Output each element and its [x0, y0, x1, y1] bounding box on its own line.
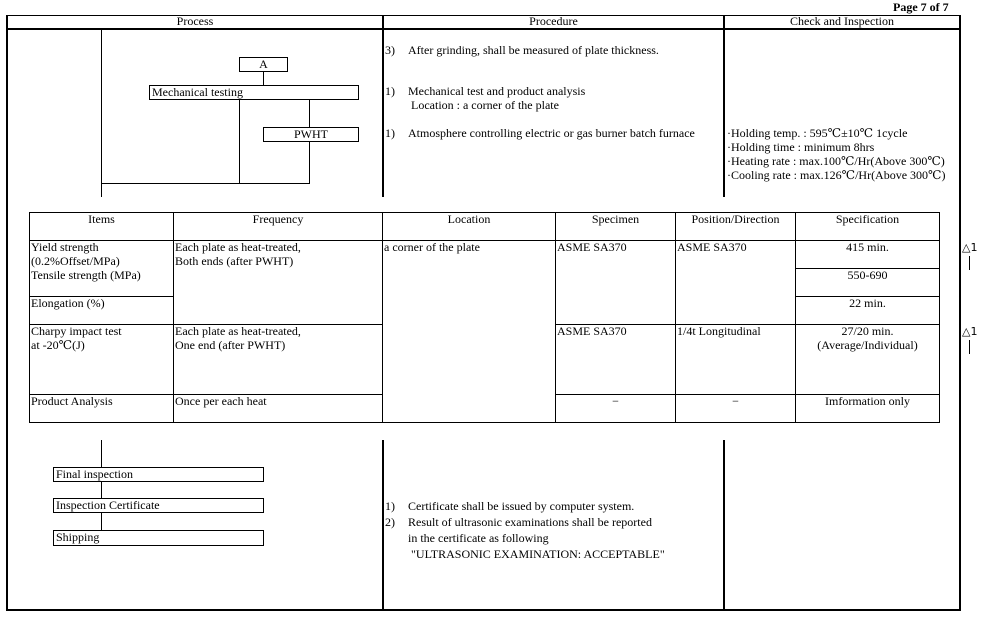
header-process: Process	[176, 14, 214, 28]
flow-main-line-bottom	[101, 440, 102, 467]
item-yield-line2: (0.2%Offset/MPa)	[31, 254, 120, 268]
col-header-location: Location	[447, 212, 491, 226]
item-yield-line1: Yield strength	[31, 240, 99, 254]
revision-bar	[969, 340, 970, 354]
flow-final-inspection: Final inspection	[53, 467, 264, 482]
item-tensile: Tensile strength (MPa)	[31, 268, 141, 282]
proc-top-text-1: After grinding, shall be measured of plate thickness.	[408, 43, 659, 57]
position-tensile: ASME SA370	[677, 240, 747, 254]
revision-triangle-icon: △1	[962, 241, 978, 254]
flow-pwht: PWHT	[263, 127, 359, 142]
col-divider-2-bottom	[723, 440, 725, 610]
flow-shipping: Shipping	[53, 530, 264, 546]
spec-elongation: 22 min.	[849, 296, 886, 310]
spec-tensile: 550-690	[847, 268, 888, 282]
position-product: −	[732, 394, 739, 408]
proc-bottom-num-1: 1)	[385, 499, 395, 513]
check-holding-temp: ·Holding temp. : 595℃±10℃ 1cycle	[727, 126, 908, 140]
flow-link-1	[101, 481, 102, 498]
proc-bottom-text-2b: in the certificate as following	[408, 531, 549, 545]
proc-top-text-2: Mechanical test and product analysis	[408, 84, 586, 98]
location-cell: a corner of the plate	[384, 240, 480, 254]
item-elongation: Elongation (%)	[31, 296, 105, 310]
flow-a-link	[263, 71, 264, 86]
proc-bottom-text-2: Result of ultrasonic examinations shall be reported	[408, 515, 652, 529]
spec-charpy-line1: 27/20 min.	[841, 324, 894, 338]
col-divider-2-top	[723, 15, 725, 197]
freq-tensile-line1: Each plate as heat-treated,	[175, 240, 301, 254]
freq-tensile-line2: Both ends (after PWHT)	[175, 254, 294, 268]
spec-yield: 415 min.	[846, 240, 889, 254]
proc-top-text-3: Atmosphere controlling electric or gas burner batch furnace	[408, 126, 695, 140]
page-number: Page 7 of 7	[893, 0, 949, 14]
position-charpy: 1/4t Longitudinal	[677, 324, 761, 338]
col-divider-1-bottom	[382, 440, 384, 610]
proc-bottom-text-2c: "ULTRASONIC EXAMINATION: ACCEPTABLE"	[411, 547, 665, 561]
freq-charpy-line2: One end (after PWHT)	[175, 338, 286, 352]
flow-loop-bottom	[101, 183, 310, 184]
flow-mech-to-pwht	[309, 99, 310, 127]
col-header-specimen: Specimen	[591, 212, 640, 226]
flow-connector-a: A	[239, 57, 288, 72]
freq-product: Once per each heat	[175, 394, 267, 408]
header-bottom-line	[6, 28, 961, 30]
flow-inspection-certificate: Inspection Certificate	[53, 498, 264, 513]
item-charpy-line1: Charpy impact test	[31, 324, 122, 338]
item-product-analysis: Product Analysis	[31, 394, 113, 408]
proc-top-text-2b: Location : a corner of the plate	[411, 98, 559, 112]
check-cooling-rate: ·Cooling rate : max.126℃/Hr(Above 300℃)	[727, 168, 946, 182]
flow-mech-down	[239, 99, 240, 184]
specimen-charpy: ASME SA370	[557, 324, 627, 338]
col-header-position: Position/Direction	[691, 212, 780, 226]
header-check: Check and Inspection	[790, 14, 894, 28]
specimen-tensile: ASME SA370	[557, 240, 627, 254]
flow-link-2	[101, 512, 102, 530]
flow-main-line-top	[101, 30, 102, 197]
flow-mechanical-testing: Mechanical testing	[149, 85, 359, 100]
check-holding-time: ·Holding time : minimum 8hrs	[727, 140, 875, 154]
frame-left	[6, 15, 8, 611]
revision-bar	[969, 256, 970, 270]
check-heating-rate: ·Heating rate : max.100℃/Hr(Above 300℃)	[727, 154, 945, 168]
proc-top-num-3: 1)	[385, 126, 395, 140]
flow-pwht-down	[309, 141, 310, 184]
revision-triangle-icon: △1	[962, 325, 978, 338]
col-header-frequency: Frequency	[252, 212, 304, 226]
proc-bottom-text-1: Certificate shall be issued by computer system.	[408, 499, 635, 513]
item-charpy-line2: at -20℃(J)	[31, 338, 85, 352]
proc-top-num-1: 3)	[385, 43, 395, 57]
spec-product: Imformation only	[825, 394, 910, 408]
freq-charpy-line1: Each plate as heat-treated,	[175, 324, 301, 338]
col-header-specification: Specification	[835, 212, 900, 226]
spec-charpy-line2: (Average/Individual)	[817, 338, 918, 352]
proc-bottom-num-2: 2)	[385, 515, 395, 529]
col-divider-1-top	[382, 15, 384, 197]
frame-bottom	[6, 609, 961, 611]
col-header-items: Items	[88, 212, 115, 226]
proc-top-num-2: 1)	[385, 84, 395, 98]
header-procedure: Procedure	[529, 14, 578, 28]
frame-right	[959, 15, 961, 611]
specimen-product: −	[612, 394, 619, 408]
